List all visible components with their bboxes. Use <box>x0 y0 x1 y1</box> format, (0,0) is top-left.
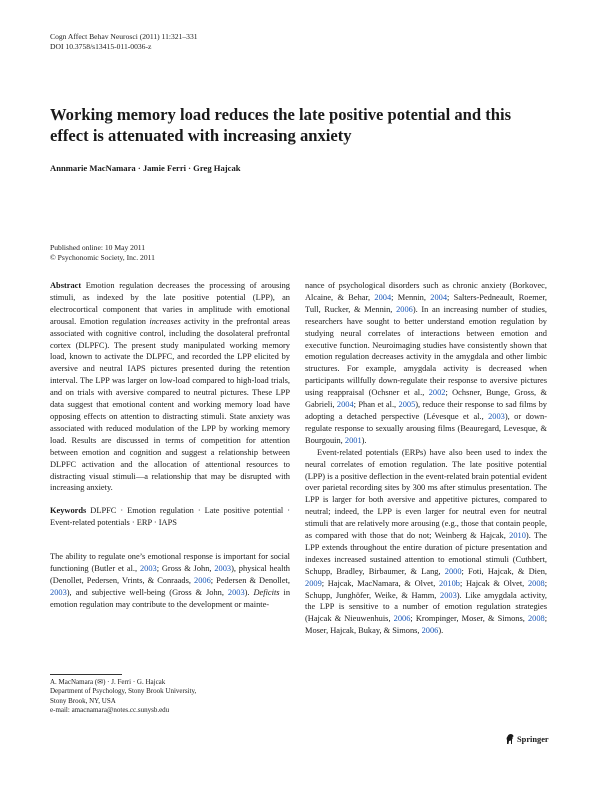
publication-info <box>50 243 155 263</box>
abstract <box>50 280 290 494</box>
abstract-text: Emotion regulation decreases the processing of arousing stimuli, as indexed by the late positive potential (LPP), an electrocortical component that varies in amplitude with emotional arousal. Emotion regulation <box>50 281 290 326</box>
body-text: ; Schupp, Junghöfer, Weike, & Hamm, <box>305 578 548 600</box>
citation-link[interactable]: 2001 <box>344 435 362 445</box>
body-text: ; Ochsner, Bunge, Gross, & Gabrieli, <box>305 388 547 410</box>
footnote-affiliation: Department of Psychology, Stony Brook University, <box>50 687 197 696</box>
springer-horse-icon <box>505 733 515 745</box>
citation-link[interactable]: 2003 <box>50 587 67 597</box>
citation-link[interactable]: 2008 <box>527 578 545 588</box>
footnote-email[interactable]: e-mail: amacnamara@notes.cc.sunysb.edu <box>50 706 170 715</box>
footnote-authors: A. MacNamara (✉) · J. Ferri · G. Hajcak <box>50 678 166 686</box>
right-column <box>305 280 547 637</box>
citation-link[interactable]: 2006 <box>421 626 439 636</box>
body-paragraph <box>305 280 547 447</box>
citation-link[interactable]: 2004 <box>430 292 448 302</box>
body-text: The ability to regulate one’s emotional response is important for social functioning (Butler et al., <box>50 552 290 574</box>
body-text: ). The LPP extends throughout the entire duration of picture presentation and indexes increased sustained attention to emotional stimuli (Cuthbert, Schupp, Bradley, Birbaumer, & Lang, <box>305 531 547 576</box>
body-text: ), physical health (Denollet, Pedersen, Vrints, & Conraads, <box>50 564 290 585</box>
citation-link[interactable]: 2005 <box>398 400 416 410</box>
body-paragraph <box>305 447 547 638</box>
citation-link[interactable]: 2003 <box>227 587 245 597</box>
author-footnote <box>50 678 196 716</box>
citation-link[interactable]: 2010b <box>439 578 460 588</box>
body-text: ). Like amygdala activity, the LPP is sensitive to a number of emotion regulation strategies (Hajcak & Nieuwenhuis, <box>305 590 547 624</box>
body-text: ). <box>438 626 444 636</box>
body-text: ; Salters-Pedneault, Roemer, Tull, Rucker, & Mennin, <box>305 292 547 314</box>
publisher-logo <box>505 733 549 745</box>
citation-link[interactable]: 2003 <box>139 564 157 574</box>
body-text: ; Foti, Hajcak, & Dien, <box>461 566 547 576</box>
citation-link[interactable]: 2003 <box>488 411 505 421</box>
body-text: ). <box>361 435 367 445</box>
body-text: ), reduce their response to sad films by adopting a detached perspective (Lévesque et al., <box>305 400 547 421</box>
citation-link[interactable]: 2008 <box>527 614 545 624</box>
footnote-divider <box>50 674 122 675</box>
body-text: ; Hajcak & Olvet, <box>459 578 528 588</box>
abstract-text: activity in the prefrontal areas associated with cognitive control, including the dosolateral prefrontal cortex (DLPFC). The present study manipulated working memory load, known to activate the DLPFC, and recorded the LPP elicited by aversive and neutral IAPS pictures presented during the retention interval. The LPP was larger on low-load compared to high-load trials, and on trials with aversive compared to neutral pictures. These LPP data suggest that emotional content and working memory load have opposing effects on attention to distracting stimuli. State anxiety was associated with reduced modulation of the LPP by working memory load. Results are discussed in terms of competition for attention between emotion and cognition and suggest a relationship between DLPFC activation and the allocation of attentional resources to distracting visual stimuli—a relationship that may be disrupted with increasing anxiety. <box>50 316 290 493</box>
intro-paragraph <box>50 551 290 611</box>
copyright: © Psychonomic Society, Inc. 2011 <box>50 253 155 262</box>
body-text: ; Gross & John, <box>156 564 215 574</box>
citation-link[interactable]: 2004 <box>374 292 392 302</box>
body-text: ; Mennin, <box>391 292 431 302</box>
citation-link[interactable]: 2004 <box>336 400 354 410</box>
keywords-label: Keywords <box>50 506 87 516</box>
body-text: ), or down-regulate response to sexually arousing films (Beauregard, Levesque, & Bourgouin, <box>305 411 547 445</box>
body-text: ). <box>244 587 254 597</box>
journal-citation: Cogn Affect Behav Neurosci (2011) 11:321–331 <box>50 32 198 41</box>
journal-header <box>50 32 198 52</box>
citation-link[interactable]: 2006 <box>396 304 413 314</box>
left-column <box>50 280 290 611</box>
body-text: ; Hajcak, MacNamara, & Olvet, <box>321 578 439 588</box>
footnote-location: Stony Brook, NY, USA <box>50 696 116 705</box>
citation-link[interactable]: 2003 <box>214 564 232 574</box>
citation-link[interactable]: 2010 <box>509 531 526 541</box>
citation-link[interactable]: 2003 <box>440 590 457 600</box>
citation-link[interactable]: 2006 <box>194 575 211 585</box>
body-text: ; Phan et al., <box>353 400 399 410</box>
body-text: nance of psychological disorders such as chronic anxiety (Borkovec, Alcaine, & Behar, <box>305 281 547 302</box>
citation-link[interactable]: 2006 <box>393 614 411 624</box>
citation-link[interactable]: 2009 <box>305 578 322 588</box>
body-text: ), and subjective well-being (Gross & John, <box>66 587 228 597</box>
body-text: ). In an increasing number of studies, researchers have sought to better understand emotion regulation by studying neural correlates of interactions between emotion and executive function. Neuroimaging studies have consistently shown that emotion regulation decreases activity in the amygdala and other limbic structures. For example, amygdala activity is decreased when participants willfully down-regulate their response to aversive pictures using reappraisal (Ochsner et al., <box>305 304 547 398</box>
keywords-text: DLPFC · Emotion regulation · Late positive potential · Event-related potentials · ERP · IAPS <box>50 506 291 528</box>
abstract-emphasis: increases <box>149 316 181 326</box>
doi[interactable]: DOI 10.3758/s13415-011-0036-z <box>50 42 152 51</box>
body-text: ; Krompinger, Moser, & Simons, <box>410 614 528 624</box>
keywords <box>50 505 290 529</box>
article-title: Working memory load reduces the late positive potential and this effect is attenuated with increasing anxiety <box>50 105 512 145</box>
citation-link[interactable]: 2002 <box>428 388 446 398</box>
citation-link[interactable]: 2000 <box>444 566 462 576</box>
publisher-name: Springer <box>517 734 549 744</box>
author-list: Annmarie MacNamara · Jamie Ferri · Greg Hajcak <box>50 163 241 173</box>
body-text: ; Pedersen & Denollet, <box>210 575 290 585</box>
body-text: Event-related potentials (ERPs) have also been used to index the neural correlates of emotion regulation. The late positive potential (LPP) is a positive deflection in the event-related brain potential evident over parietal recording sites by 300 ms after stimulus presentation. The LPP is larger for both aversive and appetitive pictures, compared to neutral; indeed, the LPP is even larger for neutral even for neutral stimuli that are relatively more arousing (e.g., those that contain people, as compared with those that do not; Weinberg & Hajcak, <box>305 447 547 541</box>
abstract-label: Abstract <box>50 281 82 290</box>
body-text: ; Moser, Hajcak, Bukay, & Simons, <box>305 614 548 636</box>
body-text: in emotion regulation may contribute to the development or mainte- <box>50 587 291 609</box>
published-date: Published online: 10 May 2011 <box>50 243 146 252</box>
body-emphasis: Deficits <box>253 587 280 597</box>
